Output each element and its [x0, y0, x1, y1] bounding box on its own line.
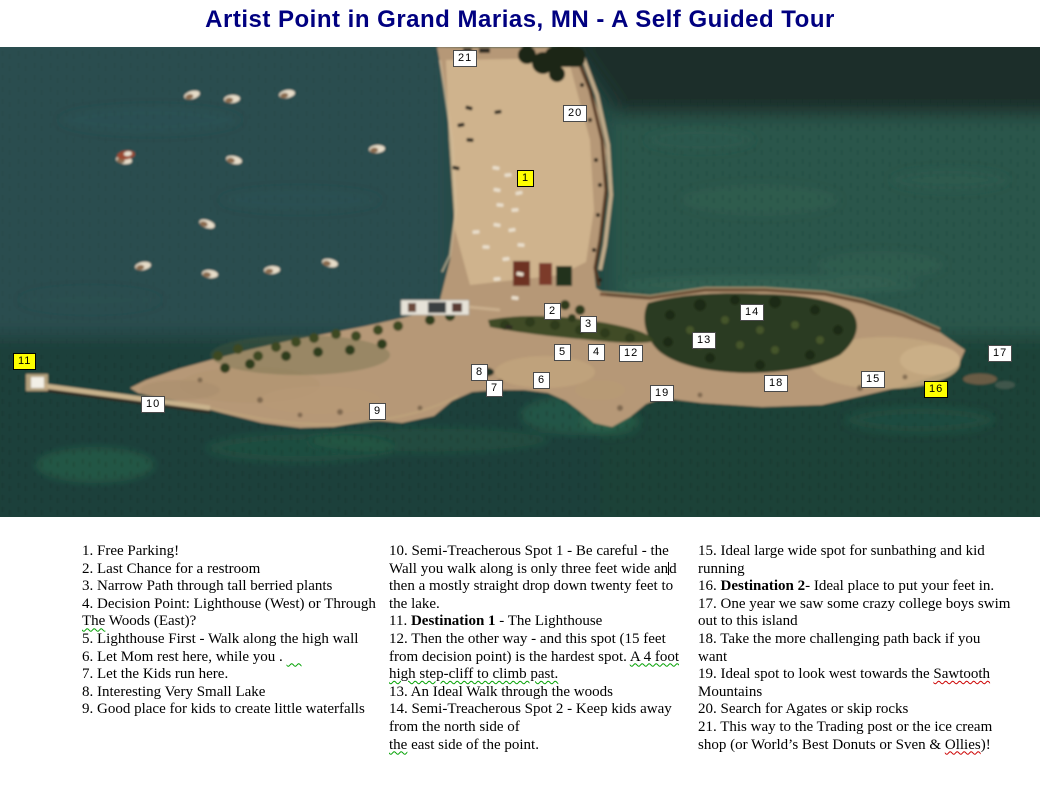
map-marker-13[interactable]: 13 [692, 332, 716, 349]
tour-note: 17. One year we saw some crazy college boys swim out to this island [698, 595, 1011, 630]
map-marker-4[interactable]: 4 [588, 344, 605, 361]
tour-note: 12. Then the other way - and this spot (15 feet from decision point) is the hardest spot. A 4 foot high step-cliff to climb past. [389, 630, 679, 683]
tour-note: 9. Good place for kids to create little waterfalls [82, 701, 365, 718]
tour-note: 7. Let the Kids run here. [82, 666, 229, 683]
tour-note: 10. Semi-Treacherous Spot 1 - Be careful - the Wall you walk along is only three feet wide and then a mostly straight drop down twenty feet to the lake. [389, 543, 677, 612]
map-marker-12[interactable]: 12 [619, 345, 643, 362]
map-marker-5[interactable]: 5 [554, 344, 571, 361]
map-marker-6[interactable]: 6 [533, 372, 550, 389]
map-marker-11[interactable]: 11 [13, 353, 36, 370]
tour-note: 6. Let Mom rest here, while you . [82, 648, 287, 665]
tour-note: 2. Last Chance for a restroom [82, 560, 261, 577]
lighthouse [26, 374, 48, 391]
map-marker-15[interactable]: 15 [861, 371, 885, 388]
tour-column-1 [82, 543, 384, 719]
tour-note: 4. Decision Point: Lighthouse (West) or Through The Woods (East)? [82, 595, 376, 630]
map-marker-9[interactable]: 9 [369, 403, 386, 420]
tour-note: 3. Narrow Path through tall berried plants [82, 578, 333, 595]
map-marker-14[interactable]: 14 [740, 304, 764, 321]
tour-note: 19. Ideal spot to look west towards the Sawtooth Mountains [698, 666, 991, 700]
map-marker-21[interactable]: 21 [453, 50, 477, 67]
tour-note: 20. Search for Agates or skip rocks [698, 701, 909, 718]
map-marker-1[interactable]: 1 [517, 170, 534, 187]
aerial-photo-map [0, 47, 1040, 517]
tour-note: 11. Destination 1 - The Lighthouse [389, 613, 603, 630]
map-marker-8[interactable]: 8 [471, 364, 488, 381]
tour-column-2 [389, 543, 695, 754]
tour-note: 18. Take the more challenging path back if you want [698, 630, 981, 665]
map-marker-20[interactable]: 20 [563, 105, 587, 122]
page-title: Artist Point in Grand Marias, MN - A Self Guided Tour [205, 6, 835, 33]
tour-note: 8. Interesting Very Small Lake [82, 683, 266, 700]
map-marker-19[interactable]: 19 [650, 385, 674, 402]
tour-note: 14. Semi-Treacherous Spot 2 - Keep kids away from the north side of the east side of the point. [389, 701, 672, 753]
tour-note: 5. Lighthouse First - Walk along the high wall [82, 630, 359, 647]
map-marker-17[interactable]: 17 [988, 345, 1012, 362]
tour-note: 1. Free Parking! [82, 543, 180, 559]
map-marker-3[interactable]: 3 [580, 316, 597, 333]
map-marker-2[interactable]: 2 [544, 303, 561, 320]
aerial-photo [0, 47, 1040, 517]
tour-note: 15. Ideal large wide spot for sunbathing and kid running [698, 543, 985, 577]
map-marker-7[interactable]: 7 [486, 380, 503, 397]
map-marker-16[interactable]: 16 [924, 381, 948, 398]
tour-note: 13. An Ideal Walk through the woods [389, 683, 613, 700]
tour-column-3 [698, 543, 1011, 754]
tour-note: 21. This way to the Trading post or the ice cream shop (or World’s Best Donuts or Sven & Ollies)! [698, 718, 993, 753]
tour-note: 16. Destination 2- Ideal place to put your feet in. [698, 578, 995, 595]
map-marker-18[interactable]: 18 [764, 375, 788, 392]
map-marker-10[interactable]: 10 [141, 396, 165, 413]
